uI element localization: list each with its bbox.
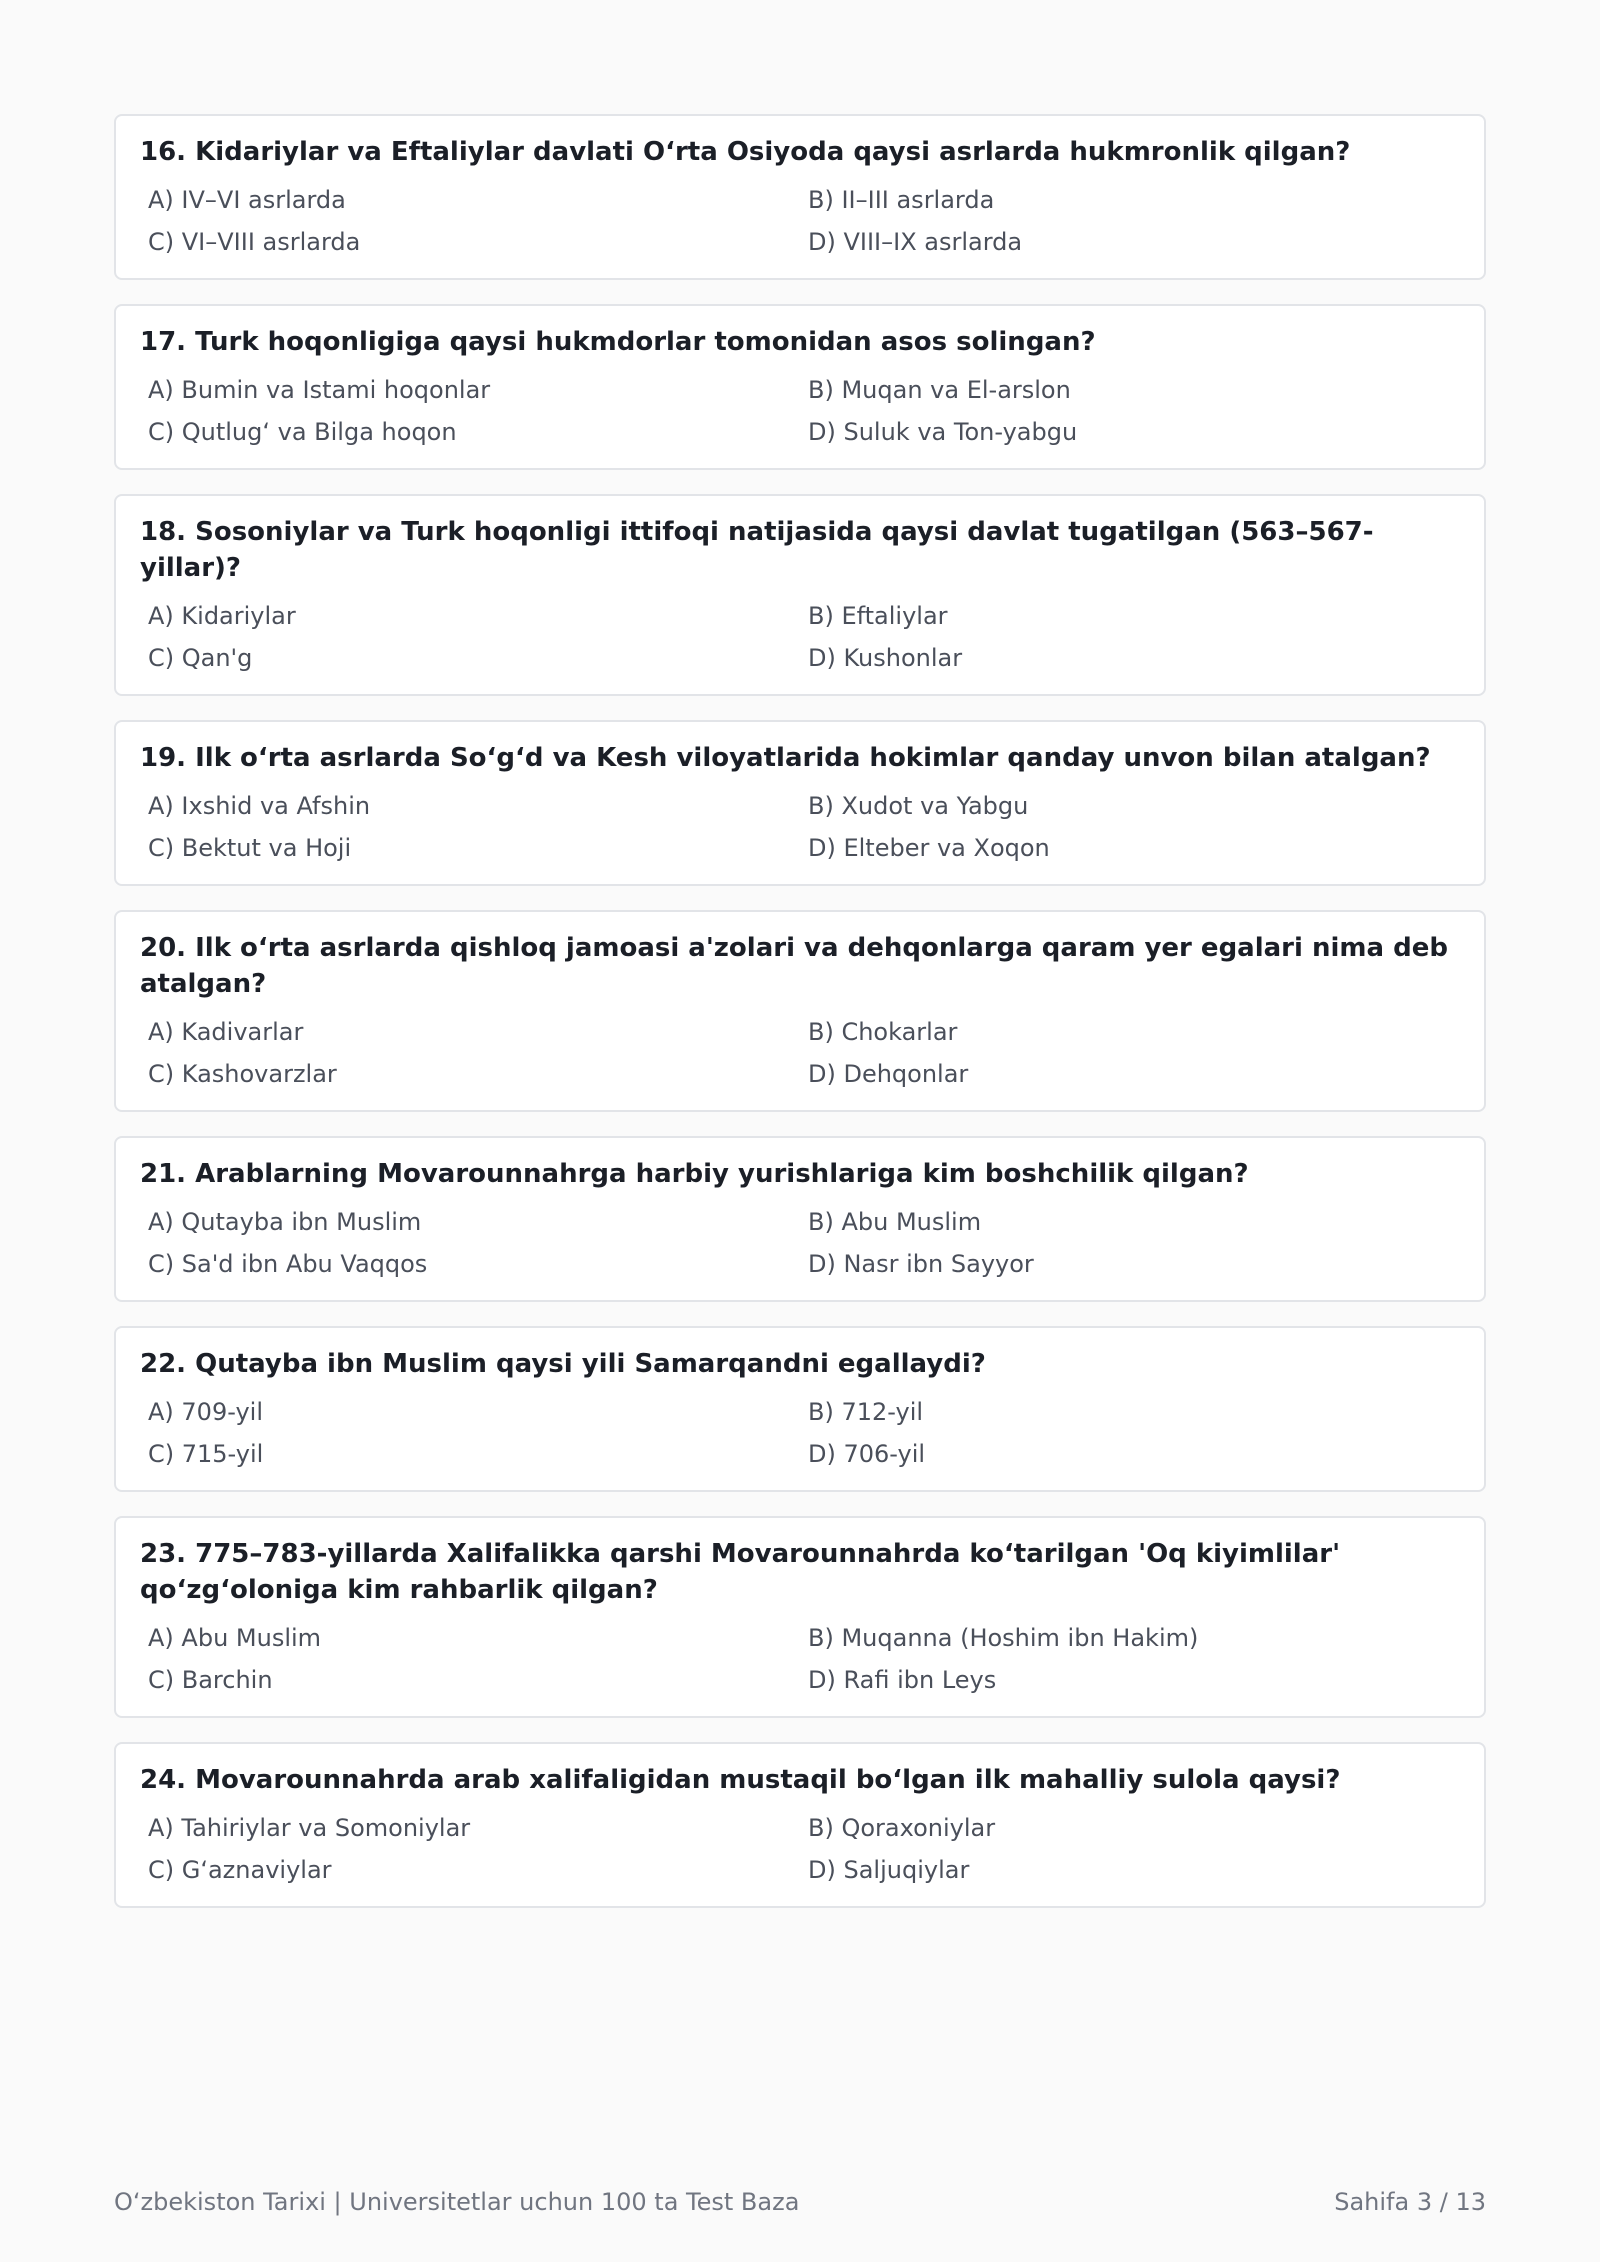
answer-options <box>140 372 1460 450</box>
option-d: D) Saljuqiylar <box>808 1856 970 1884</box>
question-text: 17. Turk hoqonligiga qaysi hukmdorlar tomonidan asos solingan? <box>140 327 1096 357</box>
option-d: D) Dehqonlar <box>808 1060 969 1088</box>
option-b: B) Eftaliylar <box>808 602 948 630</box>
question-card <box>114 1326 1486 1492</box>
option-b: B) Muqanna (Hoshim ibn Hakim) <box>808 1624 1199 1652</box>
answer-options <box>140 598 1460 676</box>
option-d: D) Kushonlar <box>808 644 963 672</box>
option-a: A) Kadivarlar <box>148 1018 304 1046</box>
option-b: B) II–III asrlarda <box>808 186 995 214</box>
question-text: 20. Ilk o‘rta asrlarda qishloq jamoasi a'zolari va dehqonlarga qaram yer egalari nima deb atalgan? <box>140 933 1448 999</box>
option-c: C) Qan'g <box>148 644 253 672</box>
answer-options <box>140 788 1460 866</box>
question-card <box>114 1136 1486 1302</box>
answer-options <box>140 1394 1460 1472</box>
question-text: 18. Sosoniylar va Turk hoqonligi ittifoqi natijasida qaysi davlat tugatilgan (563–567-yillar)? <box>140 517 1374 583</box>
option-d: D) VIII–IX asrlarda <box>808 228 1023 256</box>
option-c: C) Barchin <box>148 1666 273 1694</box>
question-list <box>114 114 1486 1932</box>
answer-options <box>140 1620 1460 1698</box>
option-c: C) Bektut va Hoji <box>148 834 352 862</box>
option-b: B) Chokarlar <box>808 1018 958 1046</box>
option-a: A) IV–VI asrlarda <box>148 186 346 214</box>
option-b: B) Abu Muslim <box>808 1208 982 1236</box>
question-card <box>114 910 1486 1112</box>
option-b: B) Xudot va Yabgu <box>808 792 1029 820</box>
option-c: C) Kashovarzlar <box>148 1060 337 1088</box>
answer-options <box>140 182 1460 260</box>
question-text: 23. 775–783-yillarda Xalifalikka qarshi Movarounnahrda ko‘tarilgan 'Oq kiyimlilar' qo‘zg‘oloniga kim rahbarlik qilgan? <box>140 1539 1341 1605</box>
option-c: C) G‘aznaviylar <box>148 1856 332 1884</box>
option-d: D) 706-yil <box>808 1440 926 1468</box>
option-d: D) Elteber va Xoqon <box>808 834 1050 862</box>
option-a: A) Abu Muslim <box>148 1624 322 1652</box>
question-card <box>114 114 1486 280</box>
option-c: C) Qutlug‘ va Bilga hoqon <box>148 418 457 446</box>
option-a: A) Qutayba ibn Muslim <box>148 1208 422 1236</box>
option-c: C) VI–VIII asrlarda <box>148 228 361 256</box>
option-b: B) Muqan va El-arslon <box>808 376 1071 404</box>
option-a: A) Kidariylar <box>148 602 296 630</box>
question-card <box>114 1742 1486 1908</box>
answer-options <box>140 1204 1460 1282</box>
question-text: 22. Qutayba ibn Muslim qaysi yili Samarqandni egallaydi? <box>140 1349 986 1379</box>
question-text: 19. Ilk o‘rta asrlarda So‘g‘d va Kesh viloyatlarida hokimlar qanday unvon bilan atalgan? <box>140 743 1431 773</box>
option-a: A) Bumin va Istami hoqonlar <box>148 376 491 404</box>
answer-options <box>140 1014 1460 1092</box>
question-text: 24. Movarounnahrda arab xalifaligidan mustaqil bo‘lgan ilk mahalliy sulola qaysi? <box>140 1765 1341 1795</box>
option-d: D) Nasr ibn Sayyor <box>808 1250 1034 1278</box>
question-card <box>114 304 1486 470</box>
option-a: A) Ixshid va Afshin <box>148 792 371 820</box>
option-c: C) Sa'd ibn Abu Vaqqos <box>148 1250 428 1278</box>
option-c: C) 715-yil <box>148 1440 264 1468</box>
answer-options <box>140 1810 1460 1888</box>
question-text: 21. Arablarning Movarounnahrga harbiy yurishlariga kim boshchilik qilgan? <box>140 1159 1249 1189</box>
option-b: B) 712-yil <box>808 1398 924 1426</box>
question-card <box>114 494 1486 696</box>
option-a: A) Tahiriylar va Somoniylar <box>148 1814 471 1842</box>
option-d: D) Suluk va Ton-yabgu <box>808 418 1078 446</box>
option-d: D) Rafi ibn Leys <box>808 1666 997 1694</box>
question-card <box>114 720 1486 886</box>
option-b: B) Qoraxoniylar <box>808 1814 996 1842</box>
page-number: Sahifa 3 / 13 <box>1334 2188 1486 2216</box>
question-card <box>114 1516 1486 1718</box>
option-a: A) 709-yil <box>148 1398 263 1426</box>
footer-title: O‘zbekiston Tarixi | Universitetlar uchun 100 ta Test Baza <box>114 2188 800 2216</box>
question-text: 16. Kidariylar va Eftaliylar davlati O‘rta Osiyoda qaysi asrlarda hukmronlik qilgan? <box>140 137 1351 167</box>
